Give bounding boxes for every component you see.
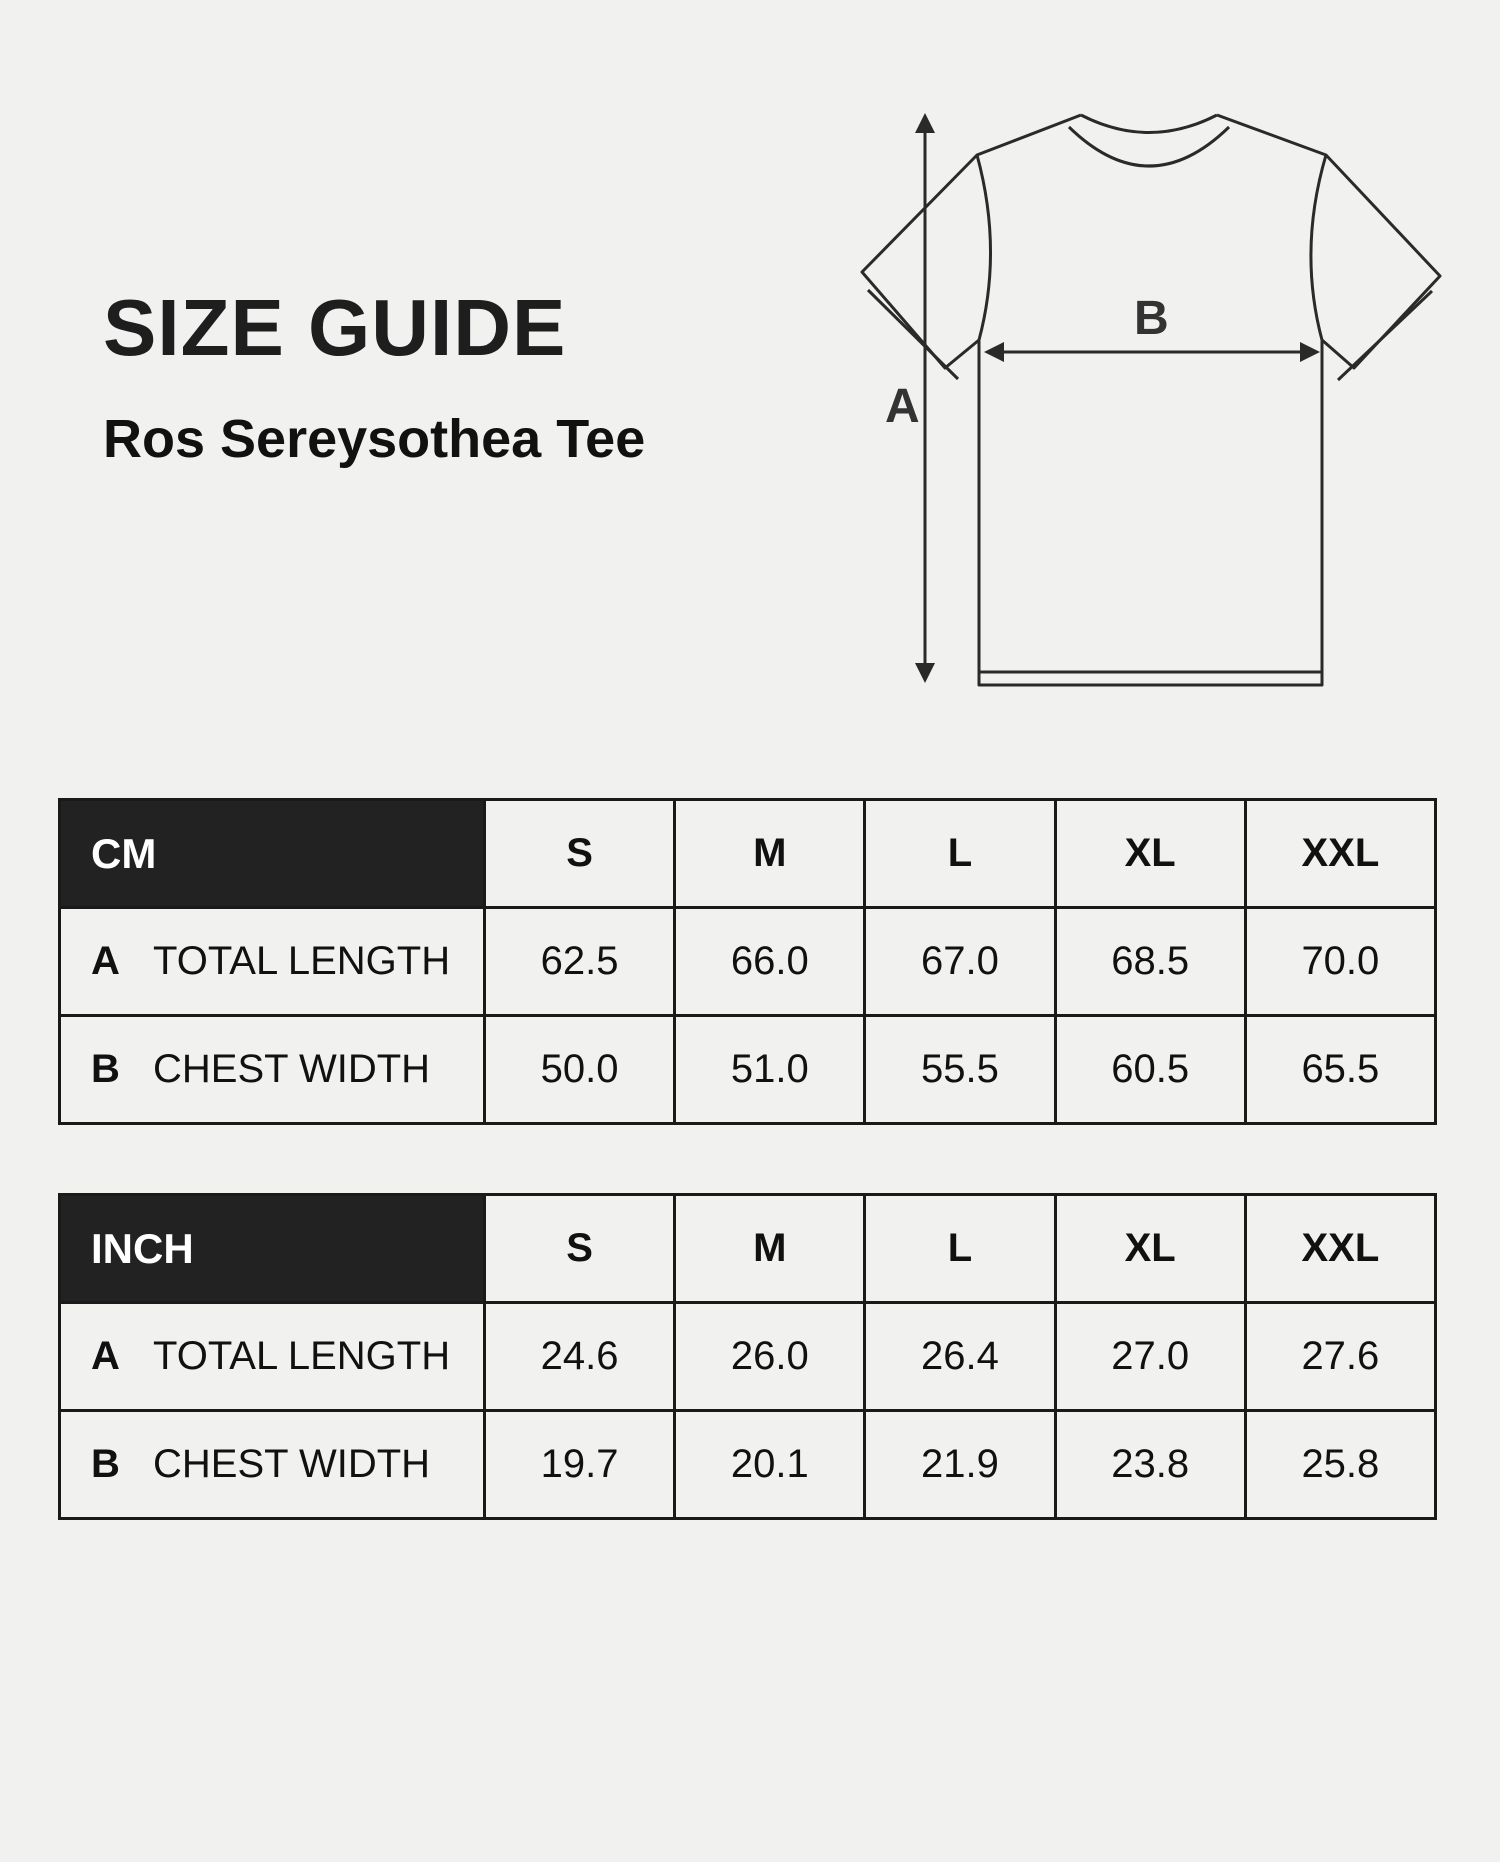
size-header: M <box>675 1195 865 1303</box>
table-row <box>60 1411 1436 1519</box>
table-cell: 27.0 <box>1055 1303 1245 1411</box>
size-header: S <box>485 1195 675 1303</box>
table-cell: 55.5 <box>865 1016 1055 1124</box>
size-header: L <box>865 800 1055 908</box>
measurement-label <box>60 1303 485 1411</box>
size-table-cm <box>58 798 1437 1125</box>
table-cell: 25.8 <box>1245 1411 1435 1519</box>
table-cell: 27.6 <box>1245 1303 1435 1411</box>
measurement-letter: B <box>91 1047 120 1091</box>
table-cell: 62.5 <box>485 908 675 1016</box>
table-cell: 66.0 <box>675 908 865 1016</box>
size-header: M <box>675 800 865 908</box>
measurement-label <box>60 1411 485 1519</box>
measurement-letter: B <box>91 1442 120 1486</box>
table-cell: 51.0 <box>675 1016 865 1124</box>
table-row <box>60 1303 1436 1411</box>
unit-header: INCH <box>60 1195 485 1303</box>
table-cell: 19.7 <box>485 1411 675 1519</box>
table-header-row <box>60 800 1436 908</box>
measurement-label <box>60 1016 485 1124</box>
table-cell: 20.1 <box>675 1411 865 1519</box>
table-cell: 68.5 <box>1055 908 1245 1016</box>
dimension-label-b: B <box>1134 292 1169 345</box>
size-header: XXL <box>1245 800 1435 908</box>
tshirt-diagram <box>840 100 1460 700</box>
measurement-name: TOTAL LENGTH <box>153 1334 451 1378</box>
measurement-label <box>60 908 485 1016</box>
tshirt-outline-icon <box>840 100 1460 700</box>
table-row <box>60 908 1436 1016</box>
table-cell: 70.0 <box>1245 908 1435 1016</box>
size-table-inch <box>58 1193 1437 1520</box>
table-cell: 21.9 <box>865 1411 1055 1519</box>
measurement-name: TOTAL LENGTH <box>153 939 451 983</box>
table-row <box>60 1016 1436 1124</box>
product-name: Ros Sereysothea Tee <box>103 409 646 469</box>
chest-arrow <box>984 342 1320 362</box>
measurement-letter: A <box>91 939 120 983</box>
measurement-name: CHEST WIDTH <box>153 1442 431 1486</box>
page-title: SIZE GUIDE <box>103 283 567 372</box>
table-cell: 65.5 <box>1245 1016 1435 1124</box>
table-cell: 60.5 <box>1055 1016 1245 1124</box>
table-cell: 26.0 <box>675 1303 865 1411</box>
size-header: L <box>865 1195 1055 1303</box>
table-header-row <box>60 1195 1436 1303</box>
table-cell: 67.0 <box>865 908 1055 1016</box>
size-header: XXL <box>1245 1195 1435 1303</box>
size-header: S <box>485 800 675 908</box>
measurement-name: CHEST WIDTH <box>153 1047 431 1091</box>
table-cell: 26.4 <box>865 1303 1055 1411</box>
size-header: XL <box>1055 1195 1245 1303</box>
table-cell: 24.6 <box>485 1303 675 1411</box>
table-cell: 23.8 <box>1055 1411 1245 1519</box>
table-cell: 50.0 <box>485 1016 675 1124</box>
unit-header: CM <box>60 800 485 908</box>
measurement-letter: A <box>91 1334 120 1378</box>
dimension-label-a: A <box>885 380 920 433</box>
size-header: XL <box>1055 800 1245 908</box>
